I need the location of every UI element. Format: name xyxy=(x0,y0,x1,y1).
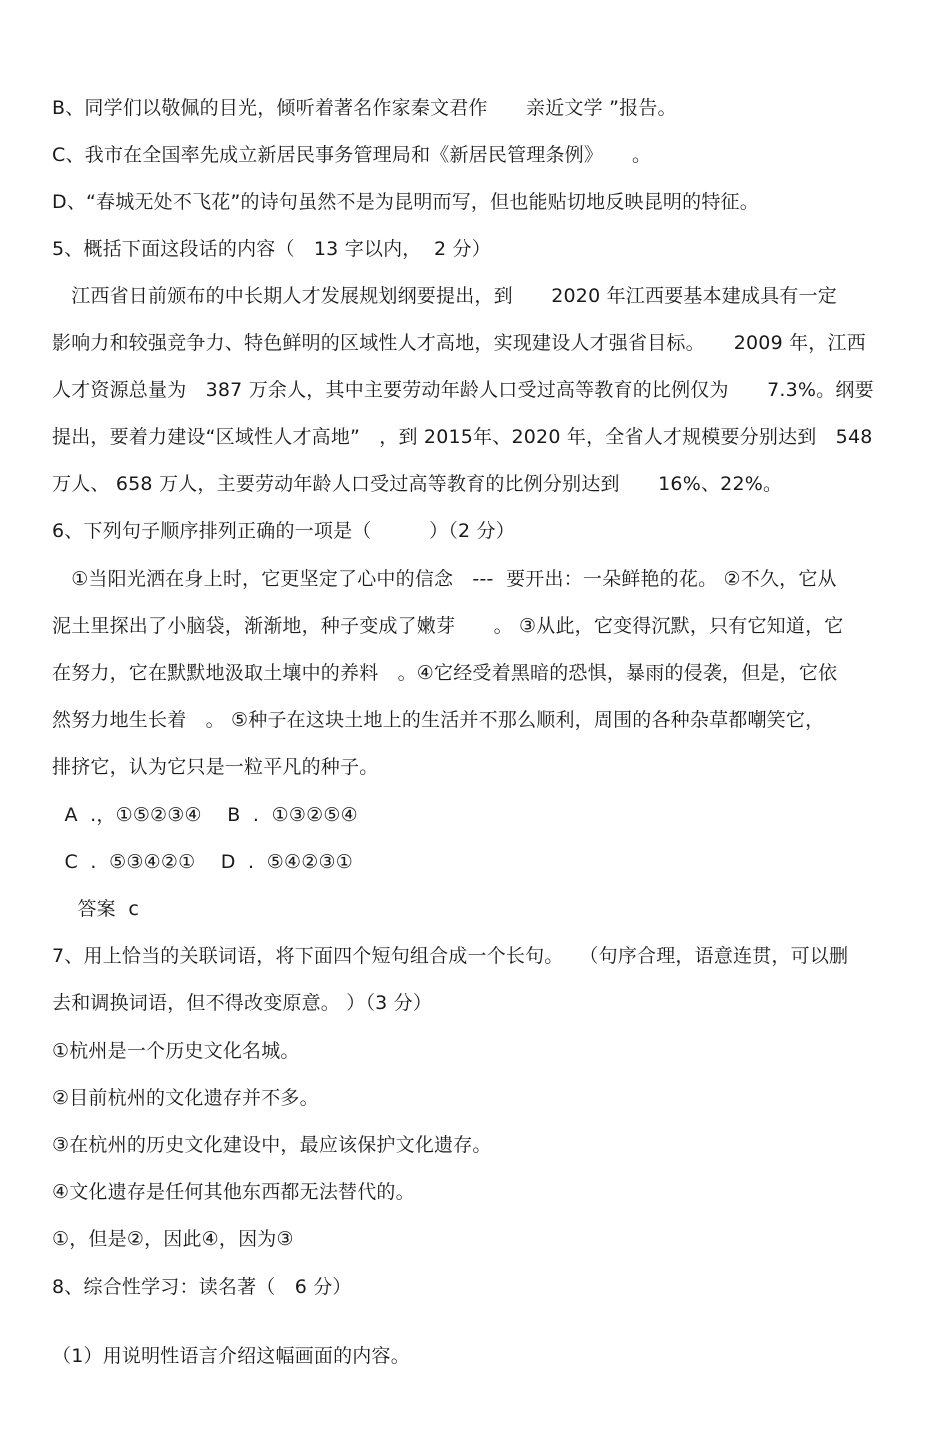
question-8-part-1: （1）用说明性语言介绍这幅画面的内容。 xyxy=(52,1345,410,1367)
sentence-line: 泥土里探出了小脑袋，渐渐地，种子变成了嫩芽 。 ③从此，它变得沉默，只有它知道，它 xyxy=(52,615,844,637)
passage-line: 提出，要着力建设“区域性人才高地” ，到 2015年、2020 年，全省人才规模要分别达到 548 xyxy=(52,426,873,448)
option-c-line: C、我市在全国率先成立新居民事务管理局和《新居民管理条例》 。 xyxy=(52,144,652,166)
sentence-line: 排挤它，认为它只是一粒平凡的种子。 xyxy=(52,756,379,778)
sentence-line: ①当阳光洒在身上时，它更坚定了心中的信念 --- 要开出：一朵鲜艳的花。 ②不久，它从 xyxy=(52,568,837,590)
question-8-title: 8、综合性学习：读名著（ 6 分） xyxy=(52,1276,352,1298)
option-b-line: B、同学们以敬佩的目光，倾听着著名作家秦文君作 亲近文学 ”报告。 xyxy=(52,97,677,119)
question-6-title: 6、下列句子顺序排列正确的一项是（ ）（2 分） xyxy=(52,520,515,542)
option-d-line: D、“春城无处不飞花”的诗句虽然不是为昆明而写，但也能贴切地反映昆明的特征。 xyxy=(52,191,759,213)
answer-line: 答案 c xyxy=(52,898,139,920)
combination-line: ①，但是②，因此④，因为③ xyxy=(52,1228,294,1250)
passage-line: 江西省日前颁布的中长期人才发展规划纲要提出，到 2020 年江西要基本建成具有一定 xyxy=(52,285,837,307)
short-sentence-1: ①杭州是一个历史文化名城。 xyxy=(52,1040,300,1062)
short-sentence-3: ③在杭州的历史文化建设中，最应该保护文化遗存。 xyxy=(52,1134,492,1156)
passage-line: 万人、 658 万人，主要劳动年龄人口受过高等教育的比例分别达到 16%、22%。 xyxy=(52,473,783,495)
short-sentence-4: ④文化遗存是任何其他东西都无法替代的。 xyxy=(52,1181,415,1203)
sentence-line: 然努力地生长着 。 ⑤种子在这块土地上的生活并不那么顺利，周围的各种杂草都嘲笑它， xyxy=(52,709,825,731)
choices-a-b: A .，①⑤②③④ B . ①③②⑤④ xyxy=(52,804,358,826)
short-sentence-2: ②目前杭州的文化遗存并不多。 xyxy=(52,1087,319,1109)
question-5-title: 5、概括下面这段话的内容（ 13 字以内， 2 分） xyxy=(52,238,491,260)
sentence-line: 在努力，它在默默地汲取土壤中的养料 。④它经受着黑暗的恐惧，暴雨的侵袭，但是，它依 xyxy=(52,662,838,684)
passage-line: 影响力和较强竞争力、特色鲜明的区域性人才高地，实现建设人才强省目标。 2009 年，江西 xyxy=(52,332,866,354)
passage-line: 人才资源总量为 387 万余人，其中主要劳动年龄人口受过高等教育的比例仅为 7.3%。纲要 xyxy=(52,379,874,401)
choices-c-d: C . ⑤③④②① D . ⑤④②③① xyxy=(52,851,353,873)
question-7-title: 7、用上恰当的关联词语，将下面四个短句组合成一个长句。 （句序合理，语意连贯，可以删 xyxy=(52,945,849,967)
question-7-title-cont: 去和调换词语，但不得改变原意。 ）（3 分） xyxy=(52,992,433,1014)
